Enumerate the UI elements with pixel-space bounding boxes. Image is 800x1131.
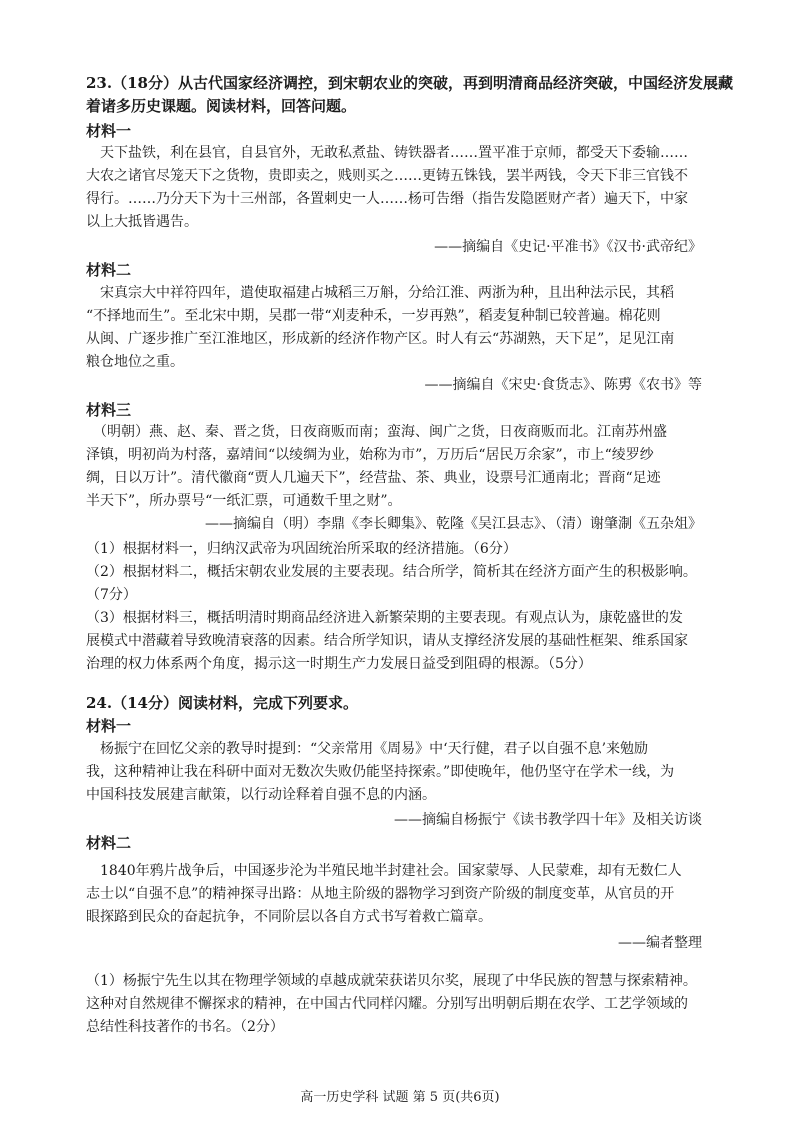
q24-material-1-source: ——摘编自杨振宁《读书教学四十年》及相关访谈 (394, 812, 702, 828)
q23-material-3-source: ——摘编自（明）李鼎《李长卿集》、乾隆《吴江县志》、（清）谢肇淛《五杂俎》 (205, 516, 702, 532)
q24-material-1-label: 材料一 (86, 717, 132, 735)
q23-material-2-text: 宋真宗大中祥符四年，遣使取福建占城稻三万斛，分给江淮、两浙为种，且出种法示民，其稻 “不择地而生”。至北宋中期，吴郡一带“刈麦种禾，一岁再熟”，稻麦复种制已较普遍。棉花则 从闽、广逐步推广至江淮地区，形成新的经济作物产区。时人有云“苏湖熟，天下足”，足见江南 粮仓地位之重。 (86, 285, 675, 370)
q23-material-1-label: 材料一 (86, 122, 132, 140)
q24-material-2-source: ——编者整理 (618, 935, 702, 951)
question-24-title: 24.（14分）阅读材料，完成下列要求。 (86, 694, 358, 712)
q23-material-2-label: 材料二 (86, 261, 132, 279)
q23-material-3-label: 材料三 (86, 401, 132, 419)
q24-subquestion-1: （1）杨振宁先生以其在物理学领域的卓越成就荣获诺贝尔奖，展现了中华民族的智慧与探索精神。 这种对自然规律不懈探求的精神，在中国古代同样闪耀。分别写出明朝后期在农学、工艺学领域的 总结性科技著作的书名。（2分） (86, 973, 697, 1035)
q23-material-2-source: ——摘编自《宋史·食货志》、陈旉《农书》等 (424, 377, 702, 393)
q23-material-3-text: （明朝）燕、赵、秦、晋之货，日夜商贩而南；蛮海、闽广之货，日夜商贩而北。江南苏州盛 泽镇，明初尚为村落，嘉靖间“以绫绸为业，始称为市”，万历后“居民万余家”，市上“绫罗纱 绸，日以万计”。清代徽商“贾人几遍天下”，经营盐、茶、典业，设票号汇通南北；晋商“足迹 半天下”，所办票号“一纸汇票，可通数千里之财”。 (86, 424, 667, 509)
question-23-title: 23.（18分）从古代国家经济调控，到宋朝农业的突破，再到明清商品经济突破，中国经济发展藏 着诸多历史课题。阅读材料，回答问题。 (86, 74, 733, 115)
q24-material-2-text: 1840年鸦片战争后，中国逐步沦为半殖民地半封建社会。国家蒙辱、人民蒙难，却有无数仁人 志士以“自强不息”的精神探寻出路：从地主阶级的器物学习到资产阶级的制度变革，从官员的开 眼探路到民众的奋起抗争，不同阶层以各自方式书写着救亡篇章。 (86, 863, 682, 925)
q23-subquestion-2: （2）根据材料二，概括宋朝农业发展的主要表现。结合所学，简析其在经济方面产生的积极影响。 （7分） (86, 564, 697, 603)
q24-material-1-text: 杨振宁在回忆父亲的教导时提到：“父亲常用《周易》中‘天行健，君子以自强不息’来勉励 我，这种精神让我在科研中面对无数次失败仍能坚持探索。”即使晚年，他仍坚守在学术一线，为 中国科技发展建言献策，以行动诠释着自强不息的内涵。 (86, 741, 675, 803)
q23-material-1-text: 天下盐铁，利在县官，自县官外，无敢私煮盐、铸铁器者……置平准于京师，都受天下委输…… 大农之诸官尽笼天下之货物，贵即卖之，贱则买之……更铸五铢钱，罢半两钱，令天下非三官钱不 得行。……乃分天下为十三州部，各置刺史一人……杨可告缗（指告发隐匿财产者）遍天下，中家 以上大抵皆遇告。 (86, 145, 688, 230)
q24-material-2-label: 材料二 (86, 834, 132, 852)
q23-subquestion-3: （3）根据材料三，概括明清时期商品经济进入新繁荣期的主要表现。有观点认为，康乾盛世的发 展模式中潜藏着导致晚清衰落的因素。结合所学知识，请从支撑经济发展的基础性框架、维系国家 治理的权力体系两个角度，揭示这一时期生产力发展日益受到阻碍的根源。（5分） (86, 610, 688, 672)
q23-material-1-source: ——摘编自《史记·平准书》《汉书·武帝纪》 (434, 239, 702, 255)
page-footer: 高一历史学科 试题 第 5 页(共6页) (300, 1090, 500, 1105)
q23-subquestion-1: （1）根据材料一，归纳汉武帝为巩固统治所采取的经济措施。（6分） (86, 541, 517, 557)
